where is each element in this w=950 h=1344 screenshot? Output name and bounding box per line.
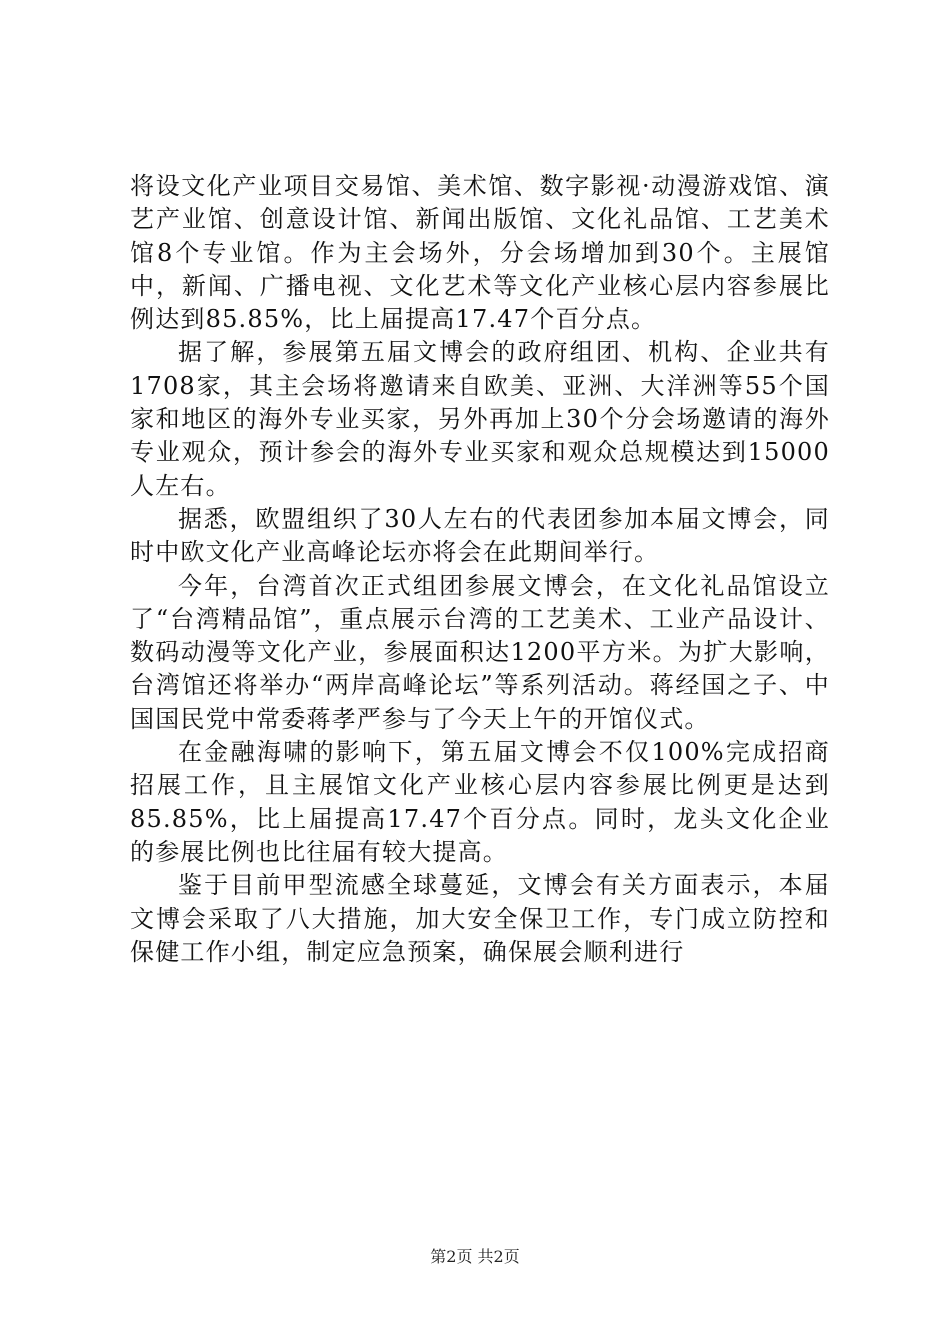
paragraph-5: 在金融海啸的影响下，第五届文博会不仅100%完成招商招展工作，且主展馆文化产业核心层内容参展比例更是达到85.85%，比上届提高17.47个百分点。同时，龙头文化企业的参展比例也比往届有较大提高。 xyxy=(130,738,830,866)
page-footer: 第2页 共2页 xyxy=(430,1247,520,1266)
paragraph-6: 鉴于目前甲型流感全球蔓延，文博会有关方面表示，本届文博会采取了八大措施，加大安全保卫工作，专门成立防控和保健工作小组，制定应急预案，确保展会顺利进行 xyxy=(130,871,830,966)
paragraph-3: 据悉，欧盟组织了30人左右的代表团参加本届文博会，同时中欧文化产业高峰论坛亦将会在此期间举行。 xyxy=(130,504,830,567)
document-body xyxy=(130,170,830,969)
paragraph-2: 据了解，参展第五届文博会的政府组团、机构、企业共有1708家，其主会场将邀请来自欧美、亚洲、大洋洲等55个国家和地区的海外专业买家，另外再加上30个分会场邀请的海外专业观众，预计参会的海外专业买家和观众总规模达到15000人左右。 xyxy=(130,338,830,500)
paragraph-4: 今年，台湾首次正式组团参展文博会，在文化礼品馆设立了“台湾精品馆”，重点展示台湾的工艺美术、工业产品设计、数码动漫等文化产业，参展面积达1200平方米。为扩大影响，台湾馆还将举办“两岸高峰论坛”等系列活动。蒋经国之子、中国国民党中常委蒋孝严参与了今天上午的开馆仪式。 xyxy=(130,571,830,733)
paragraph-1: 将设文化产业项目交易馆、美术馆、数字影视·动漫游戏馆、演艺产业馆、创意设计馆、新闻出版馆、文化礼品馆、工艺美术馆8个专业馆。作为主会场外，分会场增加到30个。主展馆中，新闻、广播电视、文化艺术等文化产业核心层内容参展比例达到85.85%，比上届提高17.47个百分点。 xyxy=(130,172,830,334)
